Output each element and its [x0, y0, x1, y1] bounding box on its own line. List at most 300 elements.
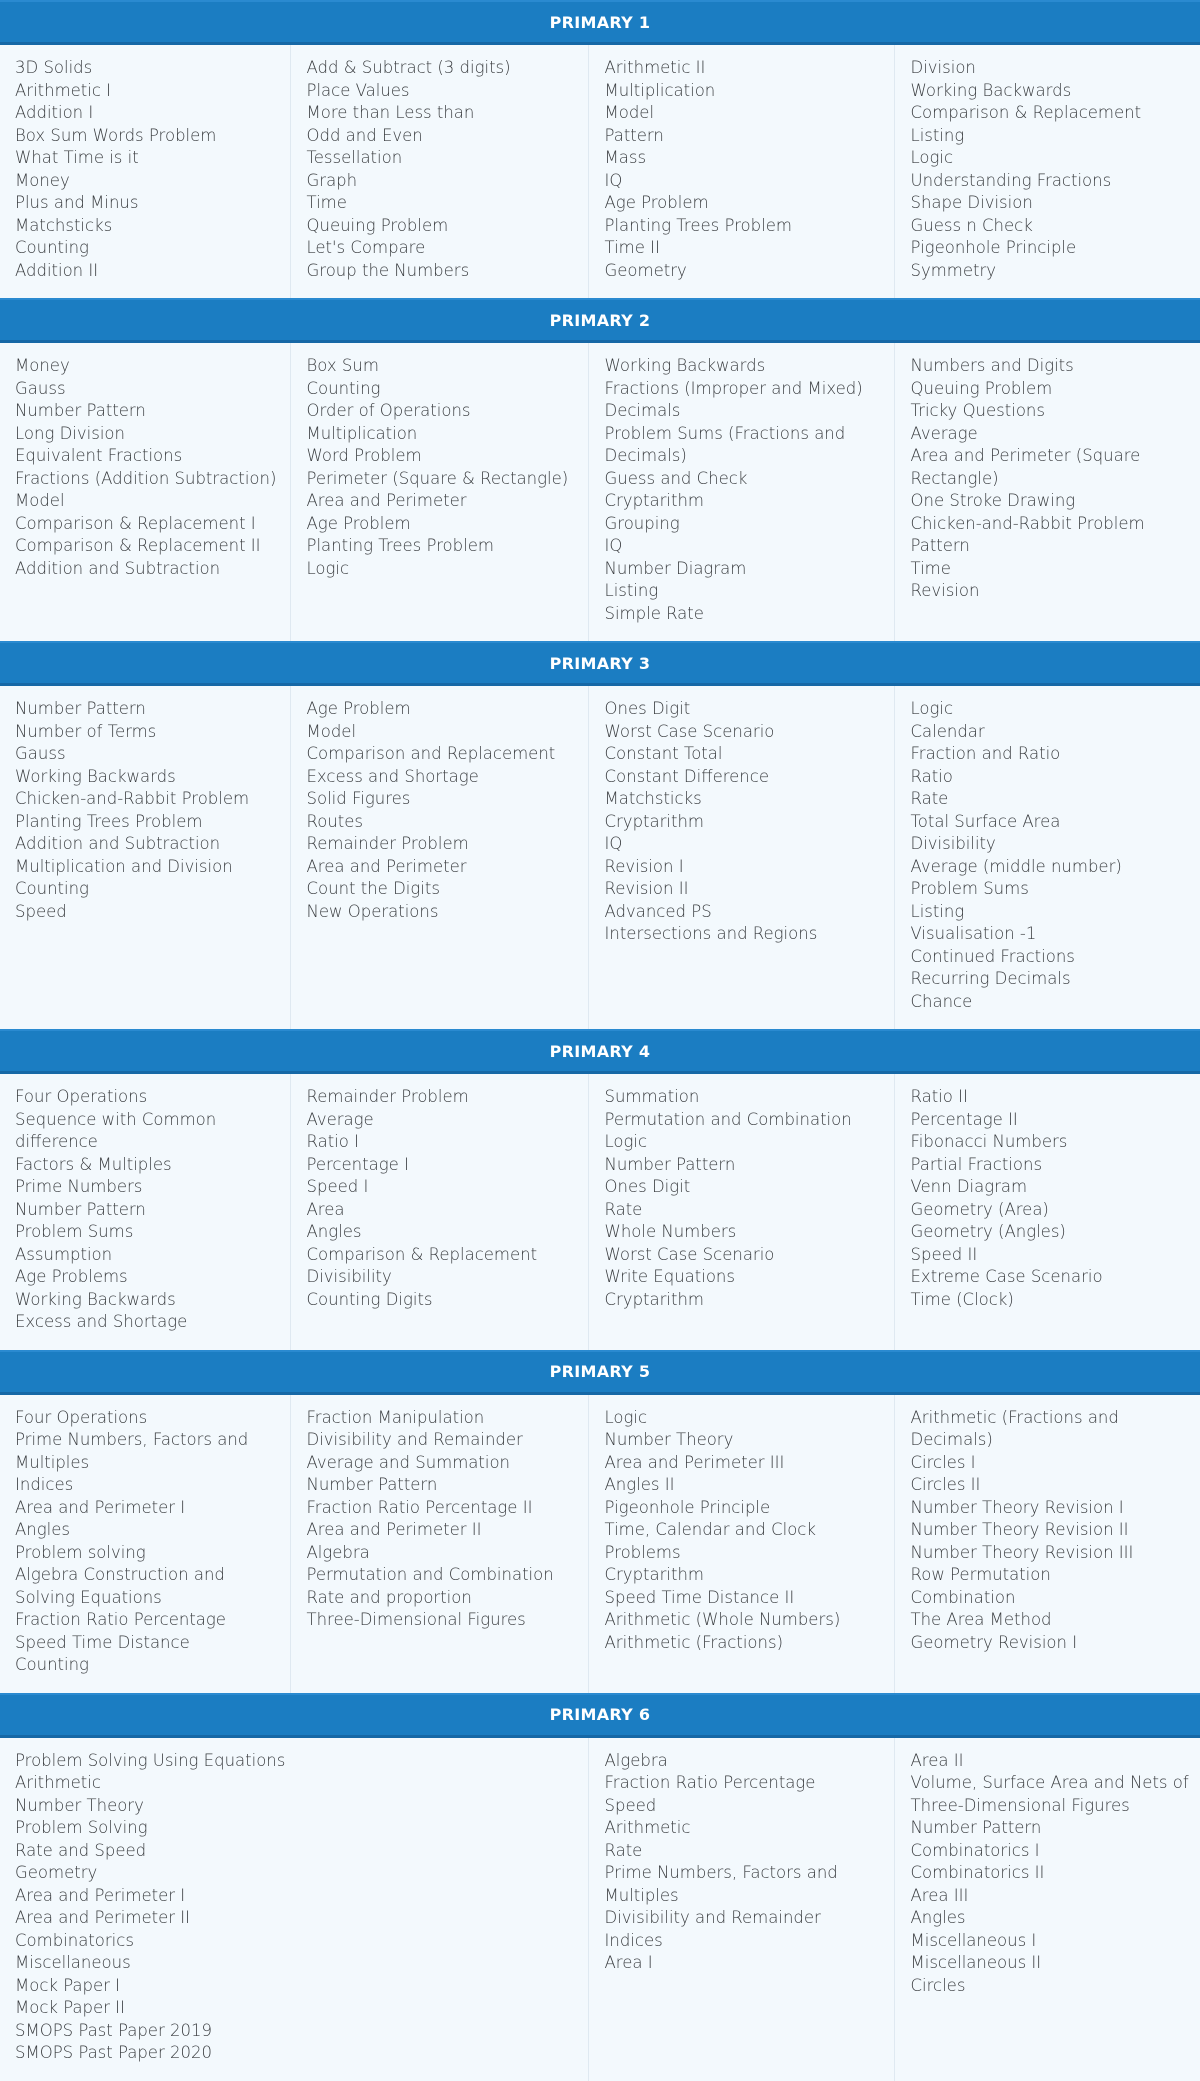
topic-column — [588, 1393, 894, 1694]
topic-item: Matchsticks — [604, 789, 702, 808]
topic-item: Time — [306, 193, 347, 212]
topics-row — [0, 685, 1200, 1031]
topic-item: Area III — [910, 1885, 969, 1905]
topic-item: Rate and proportion — [306, 1587, 472, 1607]
topic-item: Pattern — [604, 125, 664, 145]
topic-item: Number Theory — [15, 1795, 144, 1815]
topic-item: Counting — [15, 879, 89, 898]
topic-item: Working Backwards — [15, 766, 176, 786]
topic-item: Counting Digits — [306, 1289, 433, 1309]
topic-list — [307, 1407, 580, 1632]
topic-item: Pigeonhole Principle — [604, 1497, 771, 1517]
topic-list — [605, 1407, 886, 1655]
topic-item: Intersections and Regions — [604, 924, 818, 943]
topic-column — [588, 1073, 894, 1351]
topic-item: Addition I — [15, 103, 94, 122]
topic-item: Combinatorics — [15, 1930, 134, 1950]
topic-item: Area and Perimeter II — [306, 1520, 482, 1539]
topic-item: Whole Numbers — [604, 1222, 737, 1241]
topic-item: Remainder Problem — [306, 834, 469, 853]
topic-column — [290, 342, 588, 643]
topic-item: New Operations — [306, 901, 439, 921]
topic-item: Geometry — [15, 1863, 98, 1882]
topic-item: Divisibility — [910, 834, 996, 853]
topic-item: Age Problem — [604, 193, 709, 212]
topic-column — [290, 44, 588, 300]
topic-column — [588, 685, 894, 1031]
topic-item: Extreme Case Scenario — [910, 1267, 1103, 1286]
topic-item: Angles — [910, 1908, 966, 1927]
topic-item: Time (Clock) — [910, 1289, 1014, 1309]
topics-row — [0, 1393, 1200, 1694]
topic-item: Number Theory Revision I — [910, 1497, 1124, 1517]
level-title: PRIMARY 2 — [0, 299, 1200, 342]
topic-item: SMOPS Past Paper 2019 — [15, 2020, 212, 2040]
topic-item: Divisibility and Remainder — [604, 1908, 821, 1927]
topic-item: Speed Time Distance II — [604, 1587, 795, 1607]
topic-column — [290, 685, 588, 1031]
topic-item: Combinatorics II — [910, 1863, 1045, 1882]
topic-item: Decimals — [604, 401, 681, 420]
topic-item: Angles II — [604, 1475, 675, 1494]
topic-item: Rate — [604, 1199, 643, 1219]
topic-column — [588, 44, 894, 300]
topic-item: Number Pattern — [604, 1154, 736, 1174]
topic-item: Algebra — [604, 1750, 668, 1770]
topic-item: Symmetry — [910, 260, 997, 280]
level-title: PRIMARY 1 — [0, 1, 1200, 44]
topic-item: Venn Diagram — [910, 1177, 1028, 1196]
topic-item: Time, Calendar and Clock Problems — [604, 1520, 816, 1562]
topic-item: Indices — [15, 1475, 74, 1494]
topic-item: Cryptarithm — [604, 811, 704, 831]
topic-column — [894, 342, 1200, 643]
topic-item: Fraction and Ratio — [910, 744, 1061, 763]
topic-item: Fractions (Improper and Mixed) — [604, 378, 863, 398]
topic-item: Listing — [910, 125, 965, 145]
topic-item: Percentage II — [910, 1109, 1018, 1129]
topic-item: Counting — [15, 238, 89, 257]
topic-item: The Area Method — [910, 1610, 1052, 1629]
topic-column — [0, 44, 290, 300]
topic-item: Tessellation — [306, 148, 403, 167]
topic-item: Problem solving — [15, 1542, 146, 1562]
topics-row — [0, 44, 1200, 300]
topic-item: Total Surface Area — [910, 811, 1061, 831]
topic-item: Planting Trees Problem — [306, 536, 494, 555]
topics-row — [0, 1073, 1200, 1351]
topic-item: Ones Digit — [604, 699, 691, 718]
topic-item: Area and Perimeter III — [604, 1452, 785, 1472]
topic-list — [307, 1086, 580, 1311]
topic-item: Four Operations — [15, 1407, 148, 1427]
topic-item: Gauss — [15, 378, 66, 398]
topic-item: Geometry — [604, 260, 687, 280]
topic-item: Number Pattern — [910, 1818, 1042, 1837]
topic-item: IQ — [604, 170, 623, 190]
topic-item: Three-Dimensional Figures — [306, 1610, 526, 1629]
topic-item: Division — [910, 58, 976, 77]
topic-item: Group the Numbers — [306, 260, 470, 280]
topic-item: Number Pattern — [15, 1199, 146, 1219]
topic-item: Fraction Ratio Percentage — [15, 1610, 226, 1629]
topic-list — [307, 355, 580, 580]
topic-item: Queuing Problem — [910, 378, 1053, 398]
topic-item: Addition and Subtraction — [15, 834, 221, 853]
topic-item: Calendar — [910, 721, 985, 741]
topic-item: Rate — [604, 1840, 643, 1860]
topic-item: Model — [604, 103, 655, 122]
topic-column — [0, 342, 290, 643]
level-title: PRIMARY 3 — [0, 642, 1200, 685]
topic-item: Average (middle number) — [910, 856, 1122, 876]
topic-item: Revision — [910, 581, 980, 600]
topic-item: Cryptarithm — [604, 1289, 704, 1309]
topic-item: Combinatorics I — [910, 1840, 1040, 1860]
topic-item: Advanced PS — [604, 901, 712, 921]
topic-item: Summation — [604, 1087, 700, 1106]
topic-item: Counting — [15, 1655, 89, 1674]
topic-item: Box Sum — [306, 356, 379, 375]
level-header-row — [0, 1351, 1200, 1394]
topic-item: What Time is it — [15, 148, 139, 167]
topic-item: Time — [910, 558, 951, 578]
topic-item: Time II — [604, 238, 660, 257]
level-title: PRIMARY 4 — [0, 1030, 1200, 1073]
topic-item: Odd and Even — [306, 125, 423, 145]
topic-item: Queuing Problem — [306, 215, 449, 235]
topic-item: Geometry (Angles) — [910, 1222, 1066, 1241]
topic-item: Speed II — [910, 1244, 978, 1264]
topic-item: Percentage I — [306, 1154, 409, 1174]
topic-item: Excess and Shortage — [15, 1312, 188, 1331]
topic-item: Area and Perimeter I — [15, 1885, 186, 1905]
topic-list — [15, 1750, 580, 2065]
topic-item: Comparison & Replacement — [306, 1244, 538, 1264]
topic-item: Multiplication and Division — [15, 856, 233, 876]
topic-item: Routes — [306, 811, 363, 831]
topic-list — [15, 57, 282, 282]
topic-item: Area and Perimeter — [306, 856, 467, 876]
topic-list — [15, 1407, 282, 1677]
topic-item: Number Theory Revision III — [910, 1542, 1134, 1562]
topic-item: Mock Paper II — [15, 1998, 125, 2017]
topic-item: Working Backwards — [604, 356, 766, 375]
topic-item: Chicken-and-Rabbit Problem — [15, 789, 250, 808]
topic-item: Arithmetic (Fractions) — [604, 1632, 784, 1652]
topic-list — [605, 355, 886, 625]
topic-item: Circles I — [910, 1452, 976, 1472]
topic-item: Area and Perimeter — [306, 491, 467, 510]
topic-item: Ratio I — [306, 1132, 359, 1151]
topic-item: Number Pattern — [306, 1475, 438, 1494]
topic-item: 3D Solids — [15, 58, 93, 77]
topic-item: Logic — [604, 1407, 648, 1427]
topic-column — [290, 1073, 588, 1351]
level-title: PRIMARY 5 — [0, 1351, 1200, 1394]
topic-item: Fraction Ratio Percentage — [604, 1773, 816, 1792]
topic-item: Box Sum Words Problem — [15, 125, 217, 145]
topic-item: Comparison & Replacement I — [15, 513, 256, 533]
topic-list — [15, 1086, 282, 1334]
topic-item: Pigeonhole Principle — [910, 238, 1077, 257]
topic-item: Long Division — [15, 423, 125, 443]
topic-item: Arithmetic II — [604, 58, 706, 77]
topic-item: Guess and Check — [604, 468, 748, 488]
topic-list — [911, 1086, 1193, 1311]
topic-list — [15, 355, 282, 580]
topic-item: Planting Trees Problem — [15, 811, 203, 831]
topic-item: Algebra Construction and Solving Equations — [15, 1565, 225, 1607]
topic-item: Angles — [15, 1520, 70, 1539]
topic-item: Numbers and Digits — [910, 356, 1074, 375]
topic-item: Arithmetic I — [15, 80, 112, 100]
topic-item: Logic — [306, 558, 350, 578]
topic-list — [911, 1407, 1193, 1655]
topic-list — [911, 57, 1193, 282]
topic-item: Problem Solving — [15, 1818, 148, 1837]
topic-item: Chicken-and-Rabbit Problem — [910, 513, 1145, 533]
topic-item: Circles II — [910, 1475, 981, 1494]
topic-item: Average and Summation — [306, 1452, 511, 1472]
topic-item: Comparison & Replacement — [910, 103, 1142, 122]
topic-column — [0, 685, 290, 1031]
topic-item: Perimeter (Square & Rectangle) — [306, 468, 569, 488]
topic-item: Ratio II — [910, 1087, 968, 1106]
topic-item: Divisibility and Remainder — [306, 1430, 523, 1449]
topic-list — [911, 355, 1193, 603]
topic-item: Constant Difference — [604, 766, 769, 786]
topic-item: Divisibility — [306, 1267, 392, 1286]
topic-item: Planting Trees Problem — [604, 215, 792, 235]
topic-item: Simple Rate — [604, 603, 704, 623]
topics-row — [0, 1736, 1200, 2081]
topic-column — [894, 1073, 1200, 1351]
topic-item: Gauss — [15, 744, 66, 763]
topic-item: Arithmetic (Fractions and Decimals) — [910, 1407, 1119, 1449]
topic-item: Geometry (Area) — [910, 1199, 1049, 1219]
topic-item: Area and Perimeter I — [15, 1497, 186, 1517]
topic-item: Assumption — [15, 1244, 113, 1264]
level-header-row — [0, 1694, 1200, 1737]
topic-item: Plus and Minus — [15, 193, 139, 212]
topic-column — [0, 1736, 588, 2081]
topic-item: Arithmetic — [15, 1773, 101, 1792]
topic-item: Comparison & Replacement II — [15, 536, 261, 555]
topic-item: Money — [15, 356, 70, 375]
topic-item: Worst Case Scenario — [604, 721, 775, 741]
topic-item: Grouping — [604, 513, 680, 533]
topic-item: Guess n Check — [910, 215, 1033, 235]
topic-item: Multiplication — [604, 80, 716, 100]
topic-item: Cryptarithm — [604, 491, 704, 510]
topic-item: Age Problem — [306, 699, 411, 718]
topic-item: Mass — [604, 148, 647, 167]
topic-item: Area — [306, 1199, 345, 1219]
topic-item: Fraction Ratio Percentage II — [306, 1497, 533, 1517]
topic-item: Combination — [910, 1587, 1016, 1607]
topic-list — [605, 57, 886, 282]
topic-item: Fractions (Addition Subtraction) Model — [15, 468, 277, 510]
topic-item: One Stroke Drawing — [910, 491, 1076, 510]
topic-item: Word Problem — [306, 446, 422, 465]
topic-item: Number Pattern — [15, 699, 146, 718]
topic-item: Algebra — [306, 1542, 370, 1562]
topic-item: Number Theory — [604, 1430, 734, 1449]
topic-item: Revision I — [604, 856, 684, 876]
topic-item: Counting — [306, 378, 381, 398]
topic-item: Rate — [910, 789, 949, 808]
topic-item: Revision II — [604, 879, 689, 898]
topic-column — [588, 1736, 894, 2081]
topic-item: Comparison and Replacement — [306, 744, 556, 763]
topic-item: Factors & Multiples — [15, 1154, 172, 1174]
topic-item: Miscellaneous II — [910, 1953, 1042, 1972]
topic-item: Problem Sums (Fractions and Decimals) — [604, 423, 846, 465]
topic-item: Add & Subtract (3 digits) — [306, 58, 511, 77]
topic-column — [894, 1736, 1200, 2081]
topic-column — [894, 685, 1200, 1031]
level-header-row — [0, 642, 1200, 685]
topic-item: Speed — [604, 1795, 657, 1815]
topic-item: Listing — [910, 901, 965, 921]
topic-item: Logic — [604, 1132, 648, 1151]
topic-list — [911, 1750, 1193, 1998]
topic-item: Area II — [910, 1750, 964, 1770]
topic-item: Area I — [604, 1953, 653, 1972]
topic-item: Working Backwards — [15, 1289, 176, 1309]
topic-item: Remainder Problem — [306, 1087, 469, 1106]
topic-list — [605, 698, 886, 946]
topic-item: Graph — [306, 170, 358, 190]
topic-item: Angles — [306, 1222, 362, 1241]
topic-column — [0, 1393, 290, 1694]
topic-item: Let's Compare — [306, 238, 426, 257]
topic-item: Area and Perimeter (Square Rectangle) — [910, 446, 1141, 488]
level-header-row — [0, 299, 1200, 342]
topic-item: More than Less than — [306, 103, 475, 122]
topic-item: Constant Total — [604, 744, 723, 763]
topic-item: Understanding Fractions — [910, 170, 1112, 190]
topic-item: Equivalent Fractions — [15, 446, 183, 465]
topic-item: Excess and Shortage — [306, 766, 479, 786]
topic-item: Speed I — [306, 1177, 369, 1196]
topic-item: Number Pattern — [15, 401, 146, 420]
topic-item: Cryptarithm — [604, 1565, 704, 1584]
topic-item: Count the Digits — [306, 879, 440, 898]
topic-item: Age Problem — [306, 513, 411, 533]
topic-column — [588, 342, 894, 643]
topic-item: Rate and Speed — [15, 1840, 147, 1860]
topic-item: Addition II — [15, 260, 99, 280]
topic-item: Average — [910, 423, 978, 443]
topic-item: Shape Division — [910, 193, 1033, 212]
topic-item: Volume, Surface Area and Nets of Three-Dimensional Figures — [910, 1773, 1189, 1815]
topic-item: Number Diagram — [604, 558, 747, 578]
topic-item: Permutation and Combination — [604, 1109, 852, 1129]
topics-row — [0, 342, 1200, 643]
topic-item: Prime Numbers, Factors and Multiples — [15, 1430, 249, 1472]
topic-item: Pattern — [910, 536, 970, 555]
topic-item: Geometry Revision I — [910, 1632, 1078, 1652]
topic-item: Partial Fractions — [910, 1154, 1043, 1174]
topic-item: Listing — [604, 581, 659, 600]
topic-item: Addition and Subtraction — [15, 558, 221, 578]
topic-list — [307, 698, 580, 923]
topic-item: IQ — [604, 834, 623, 853]
topic-item: Age Problems — [15, 1267, 128, 1286]
topic-item: Working Backwards — [910, 80, 1072, 100]
topic-item: Problem Sums — [15, 1222, 134, 1241]
topic-item: Ratio — [910, 766, 953, 786]
topic-item: Miscellaneous I — [910, 1930, 1037, 1950]
level-header-row — [0, 1, 1200, 44]
topic-item: Solid Figures — [306, 789, 411, 808]
topic-item: Average — [306, 1109, 374, 1129]
topic-item: Model — [306, 721, 357, 741]
level-header-row — [0, 1030, 1200, 1073]
topic-item: Permutation and Combination — [306, 1565, 554, 1584]
topic-item: Recurring Decimals — [910, 969, 1071, 988]
topic-item: Problem Sums — [910, 879, 1029, 898]
topic-item: Order of Operations — [306, 401, 471, 420]
topic-item: Miscellaneous — [15, 1953, 131, 1972]
topic-list — [307, 57, 580, 282]
topic-column — [894, 1393, 1200, 1694]
topic-list — [15, 698, 282, 923]
topic-item: Area and Perimeter II — [15, 1908, 190, 1927]
topic-item: Circles — [910, 1975, 966, 1995]
topic-item: Four Operations — [15, 1087, 148, 1106]
topic-item: Arithmetic (Whole Numbers) — [604, 1610, 841, 1629]
topic-item: Prime Numbers — [15, 1177, 143, 1196]
level-title: PRIMARY 6 — [0, 1694, 1200, 1737]
topic-item: Mock Paper I — [15, 1975, 121, 1995]
topic-item: SMOPS Past Paper 2020 — [15, 2043, 212, 2062]
topic-item: Number of Terms — [15, 721, 157, 741]
topic-item: Multiplication — [306, 423, 418, 443]
topic-item: Place Values — [306, 80, 410, 100]
topic-item: Logic — [910, 148, 954, 167]
topic-item: Speed — [15, 901, 67, 921]
topic-item: Tricky Questions — [910, 401, 1045, 420]
topic-item: Number Theory Revision II — [910, 1520, 1129, 1539]
topic-item: Write Equations — [604, 1267, 735, 1286]
topic-item: Money — [15, 170, 70, 190]
topic-item: Arithmetic — [604, 1818, 691, 1837]
topic-item: Logic — [910, 699, 954, 718]
topic-item: Matchsticks — [15, 215, 113, 235]
topic-item: Fibonacci Numbers — [910, 1132, 1068, 1151]
topic-column — [290, 1393, 588, 1694]
topic-item: Speed Time Distance — [15, 1632, 190, 1652]
topic-item: Problem Solving Using Equations — [15, 1750, 286, 1770]
topic-column — [0, 1073, 290, 1351]
topic-item: Prime Numbers, Factors and Multiples — [604, 1863, 838, 1905]
topic-item: Continued Fractions — [910, 946, 1075, 966]
topic-item: IQ — [604, 536, 623, 555]
topic-item: Worst Case Scenario — [604, 1244, 775, 1264]
topic-item: Ones Digit — [604, 1177, 691, 1196]
topic-item: Fraction Manipulation — [306, 1407, 485, 1427]
topic-item: Row Permutation — [910, 1565, 1051, 1584]
topic-list — [605, 1086, 886, 1311]
topic-item: Chance — [910, 991, 973, 1011]
topic-item: Indices — [604, 1930, 663, 1950]
topic-list — [911, 698, 1193, 1013]
topic-item: Visualisation -1 — [910, 924, 1037, 943]
topic-list — [605, 1750, 886, 1975]
